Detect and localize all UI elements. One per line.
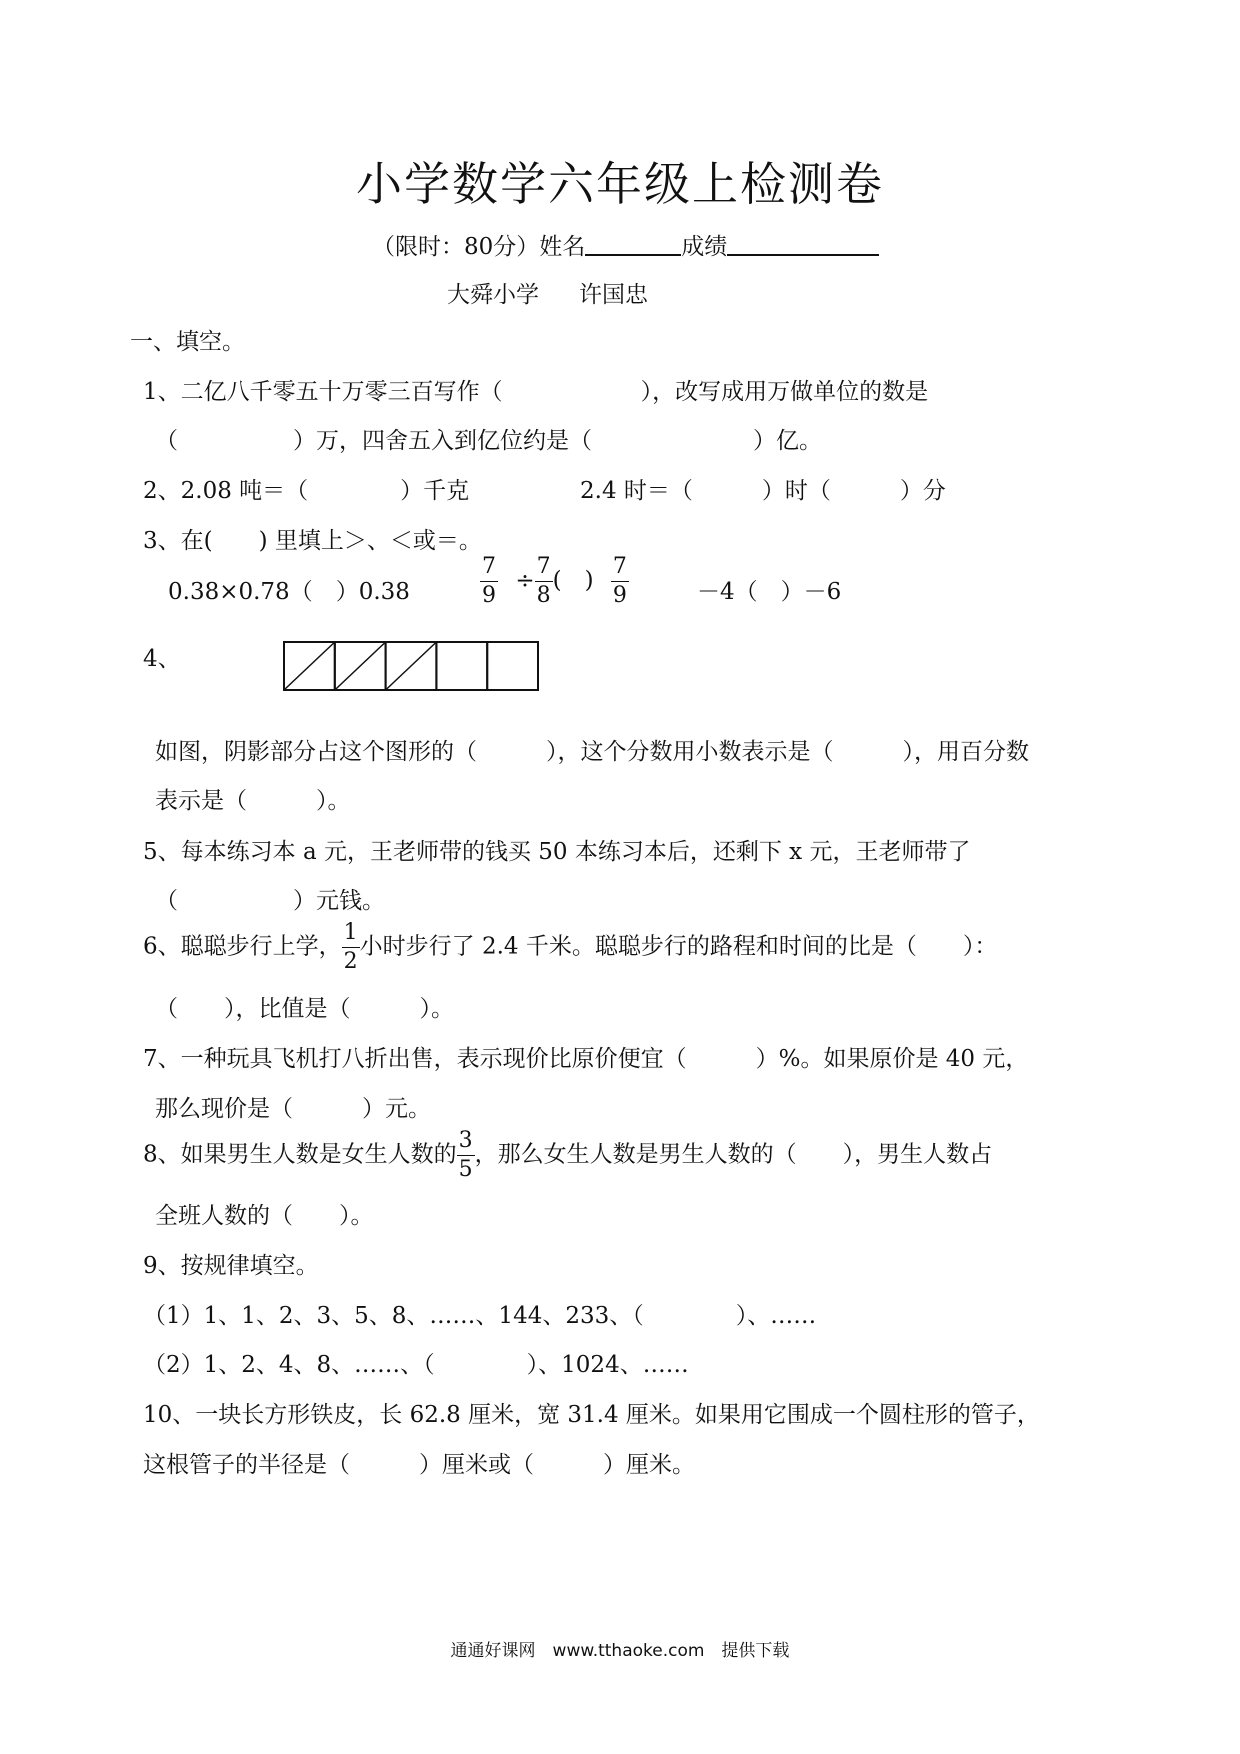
question-10-line-1: 10、一块长方形铁皮，长 62.8 厘米，宽 31.4 厘米。如果用它围成一个圆柱形的管子， — [143, 1402, 1040, 1428]
question-3-expr-3: －4（ ）－6 — [697, 579, 842, 605]
question-9-line-2: （2）1、2、4、8、……、（ ）、1024、…… — [143, 1352, 689, 1378]
question-8-text-a: 8、如果男生人数是女生人数的 — [143, 1141, 457, 1168]
question-9-heading: 9、按规律填空。 — [143, 1253, 319, 1279]
compare-blank: ( ) — [552, 567, 594, 594]
score-blank[interactable] — [727, 232, 879, 256]
question-3-expr-2 — [480, 556, 629, 607]
question-9-line-1: （1）1、1、2、3、5、8、……、144、233、（ ）、…… — [143, 1303, 817, 1329]
school-name: 大舜小学 — [447, 282, 539, 308]
figure-cell — [487, 642, 538, 690]
question-8-line-2: 全班人数的（ ）。 — [155, 1203, 374, 1229]
page-title: 小学数学六年级上检测卷 — [356, 157, 884, 211]
time-limit-name-label: （限时：80分）姓名 — [372, 234, 586, 260]
question-4-line-2: 表示是（ ）。 — [155, 788, 351, 814]
shaded-diagonal — [386, 642, 437, 690]
fraction: $\frac{7}{8}$ — [536, 554, 551, 608]
question-8-text-b: ，那么女生人数是男生人数的（ ），男生人数占 — [474, 1141, 993, 1168]
shaded-diagonal — [335, 642, 386, 690]
question-1-line-1: 1、二亿八千零五十万零三百写作（ ），改写成用万做单位的数是 — [143, 379, 929, 405]
fraction: $\frac{7}{9}$ — [612, 554, 627, 608]
section-heading: 一、填空。 — [130, 329, 245, 355]
question-6-line-1 — [143, 922, 997, 973]
question-8-line-1 — [143, 1130, 992, 1181]
question-6-line-2: （ ），比值是（ ）。 — [155, 996, 454, 1022]
subtitle — [372, 228, 879, 261]
question-5-line-1: 5、每本练习本 a 元，王老师带的钱买 50 本练习本后，还剩下 x 元，王老师带了 — [143, 839, 971, 865]
question-7-line-1: 7、一种玩具飞机打八折出售，表示现价比原价便宜（ ）%。如果原价是 40 元， — [143, 1046, 1029, 1072]
shaded-diagonal — [284, 642, 335, 690]
author-name: 许国忠 — [579, 282, 648, 308]
score-label: 成绩 — [681, 234, 728, 260]
question-4-line-1: 如图，阴影部分占这个图形的（ ），这个分数用小数表示是（ ），用百分数 — [155, 739, 1029, 765]
fraction: $\frac{1}{2}$ — [343, 920, 358, 974]
school-author — [447, 276, 648, 309]
footer: 通通好课网 www.tthaoke.com 提供下载 — [450, 1641, 790, 1661]
figure-cell — [436, 642, 487, 690]
name-blank[interactable] — [585, 232, 681, 256]
question-2-part-2: 2.4 时＝（ ）时（ ）分 — [580, 478, 946, 504]
question-7-line-2: 那么现价是（ ）元。 — [155, 1096, 431, 1122]
question-10-line-2: 这根管子的半径是（ ）厘米或（ ）厘米。 — [143, 1452, 695, 1478]
question-5-line-2: （ ）元钱。 — [155, 888, 385, 914]
question-6-text-b: 小时步行了 2.4 千米。聪聪步行的路程和时间的比是（ ）： — [359, 933, 998, 960]
question-3-expr-1: 0.38×0.78（ ）0.38 — [168, 579, 410, 605]
divide-sign: ÷ — [515, 567, 535, 594]
fraction-figure — [282, 640, 542, 692]
fraction: $\frac{7}{9}$ — [482, 554, 496, 608]
question-6-text-a: 6、聪聪步行上学， — [143, 933, 342, 960]
question-4-label: 4、 — [143, 646, 181, 672]
question-2-part-1: 2、2.08 吨＝（ ）千克 — [143, 478, 470, 504]
question-3-instruction: 3、在( ) 里填上＞、＜或＝。 — [143, 528, 482, 554]
fraction: $\frac{3}{5}$ — [458, 1128, 473, 1182]
question-1-line-2: （ ）万，四舍五入到亿位约是（ ）亿。 — [155, 428, 822, 454]
